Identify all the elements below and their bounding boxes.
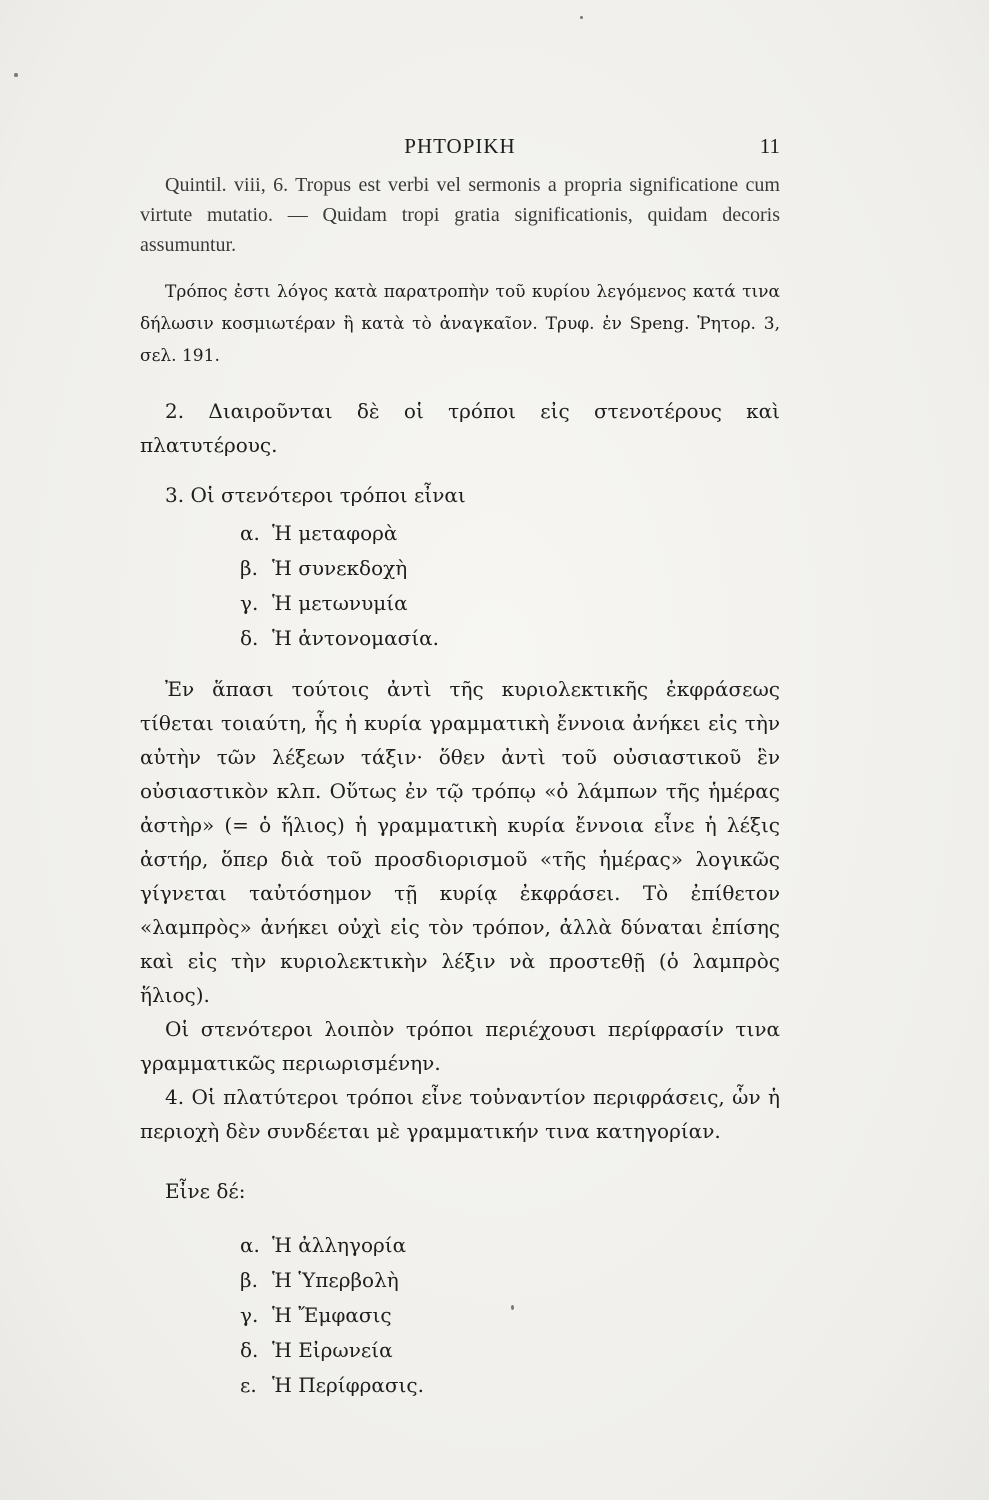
- paper-speck: [580, 16, 583, 19]
- list-item: [240, 586, 780, 621]
- list-marker: δ.: [240, 1338, 259, 1362]
- paragraph-4: 4. Οἱ πλατύτεροι τρόποι εἶνε τοὐναντίον περιφράσεις, ὧν ἡ περιοχὴ δὲν συνδέεται μὲ γραμματικήν τινα κατηγορίαν.: [140, 1085, 780, 1143]
- latin-quotation: Quintil. viii, 6. Tropus est verbi vel sermonis a propria significatione cum virtute mutatio. — Quidam tropi gratia significationis, quidam decoris assumuntur.: [140, 174, 780, 256]
- page-number: 11: [759, 134, 780, 158]
- narrow-tropes-list: [140, 516, 780, 656]
- list-text: Ἡ συνεκδοχὴ: [272, 556, 408, 580]
- list-item: [240, 1368, 780, 1403]
- broad-tropes-list: [140, 1228, 780, 1403]
- paragraph-3: 3. Οἱ στενότεροι τρόποι εἶναι: [165, 483, 466, 507]
- list-text: Ἡ μεταφορὰ: [272, 521, 398, 545]
- list-marker: α.: [240, 1233, 260, 1257]
- list-text: Ἡ Εἰρωνεία: [272, 1338, 393, 1362]
- list-item: [240, 516, 780, 551]
- trope-definition: Τρόπος ἐστι λόγος κατὰ παρατροπὴν τοῦ κυρίου λεγόμενος κατά τινα δήλωσιν κοσμιωτέραν ἢ κατὰ τὸ ἀναγκαῖον. Τρυφ. ἐν Speng. Ῥητορ. 3, σελ. 191.: [140, 282, 780, 366]
- list-text: Ἡ Ἔμφασις: [272, 1303, 392, 1327]
- list-marker: δ.: [240, 626, 259, 650]
- page-title: ΡΗΤΟΡΙΚΗ: [404, 134, 516, 158]
- list-marker: β.: [240, 1268, 258, 1292]
- list-marker: γ.: [240, 591, 259, 615]
- list-marker: β.: [240, 556, 258, 580]
- list-marker: α.: [240, 521, 260, 545]
- list-item: [240, 1333, 780, 1368]
- list-marker: ε.: [240, 1373, 257, 1397]
- explanation-paragraph: Ἐν ἅπασι τούτοις ἀντὶ τῆς κυριολεκτικῆς ἐκφράσεως τίθεται τοιαύτη, ἧς ἡ κυρία γραμματικὴ ἔννοια ἀνήκει εἰς τὴν αὐτὴν τῶν λέξεων τάξιν· ὅθεν ἀντὶ τοῦ οὐσιαστικοῦ ἓν οὐσιαστικὸν κλπ. Οὕτως ἐν τῷ τρόπῳ «ὁ λάμπων τῆς ἡμέρας ἀστὴρ» (= ὁ ἥλιος) ἡ γραμματικὴ κυρία ἔννοια εἶνε ἡ λέξις ἀστήρ, ὅπερ διὰ τοῦ προσδιορισμοῦ «τῆς ἡμέρας» λογικῶς γίγνεται ταὐτόσημον τῇ κυρίᾳ ἐκφράσει. Τὸ ἐπίθετον «λαμπρὸς» ἀνήκει οὐχὶ εἰς τὸν τρόπον, ἀλλὰ δύναται ἐπίσης καὶ εἰς τὴν κυριολεκτικὴν λέξιν νὰ προστεθῇ (ὁ λαμπρὸς ἥλιος).: [140, 677, 780, 1007]
- list-text: Ἡ ἀλληγορία: [272, 1233, 407, 1257]
- page-body: [140, 170, 780, 1403]
- list-item: [240, 1228, 780, 1263]
- list-item: [240, 621, 780, 656]
- paper-speck: [14, 73, 18, 77]
- paragraph-2: 2. Διαιροῦνται δὲ οἱ τρόποι εἰς στενοτέρους καὶ πλατυτέρους.: [140, 399, 780, 457]
- list-text: Ἡ ἀντονομασία.: [272, 626, 440, 650]
- paper-speck: [511, 1305, 514, 1310]
- list-item: [240, 1263, 780, 1298]
- running-header: [140, 134, 780, 164]
- list-marker: γ.: [240, 1303, 259, 1327]
- list-text: Ἡ Ὑπερβολὴ: [272, 1268, 399, 1292]
- list-text: Ἡ μετωνυμία: [272, 591, 408, 615]
- list-item: [240, 551, 780, 586]
- list-item: [240, 1298, 780, 1333]
- narrow-summary: Οἱ στενότεροι λοιπὸν τρόποι περιέχουσι περίφρασίν τινα γραμματικῶς περιωρισμένην.: [140, 1017, 780, 1075]
- list-text: Ἡ Περίφρασις.: [272, 1373, 424, 1397]
- list-intro: Εἶνε δέ:: [165, 1179, 246, 1203]
